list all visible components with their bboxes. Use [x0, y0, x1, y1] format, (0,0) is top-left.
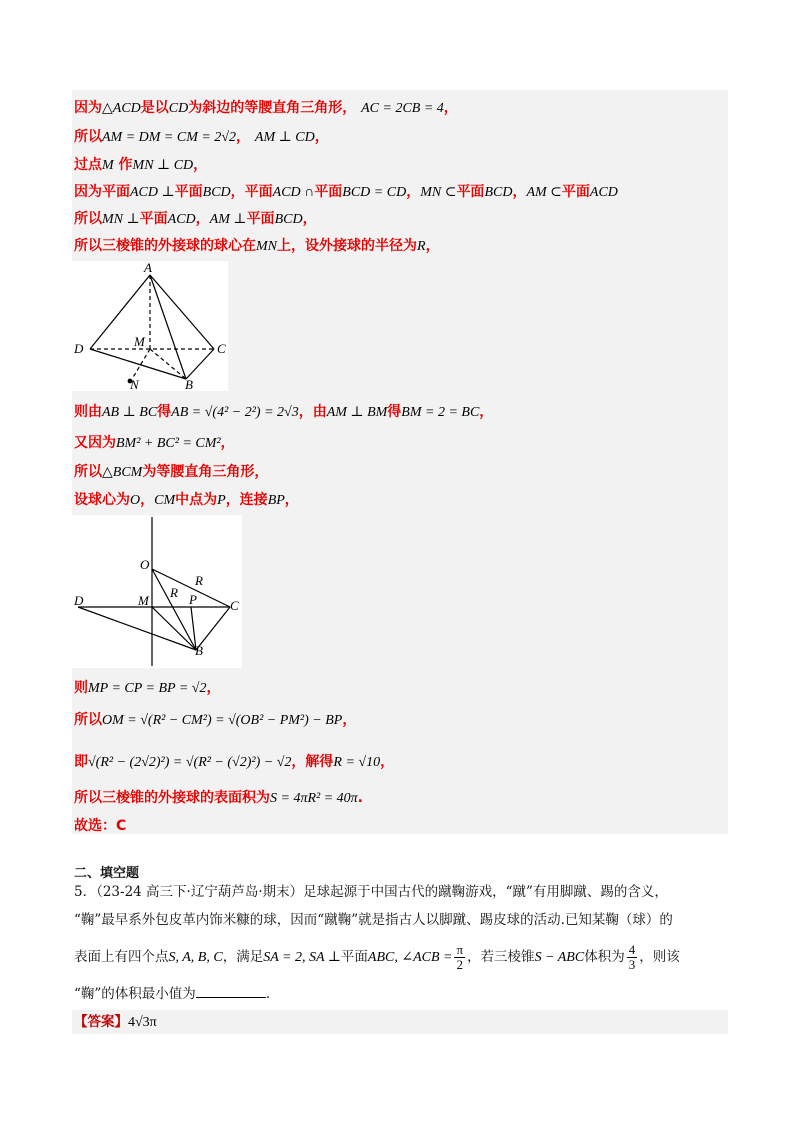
label-R-outer: R [195, 573, 203, 588]
label-D: D [74, 593, 84, 608]
solution-line-3: 过点M 作MN ⊥ CD， [74, 157, 208, 173]
label-B: B [185, 377, 193, 391]
question-line-2: “鞠”最早系外包皮革内饰米糠的球，因而“蹴鞠”就是指古人以脚蹴、踢皮球的活动.已知某鞠（球）的 [74, 912, 673, 928]
section-figure [72, 515, 242, 668]
answer-background [72, 1010, 728, 1034]
label-B: B [195, 643, 203, 658]
solution-line-8: 又因为BM² + BC² = CM²， [74, 435, 235, 451]
answer-label: 【答案】 [74, 1014, 128, 1030]
fraction-4-over-3: $\frac{4}{3}$ [628, 942, 636, 972]
solution-line-13: 即√(R² − (2√2)²) = √(R² − (√2)²) − √2，解得R = √10， [74, 754, 395, 770]
answer-blank[interactable] [196, 983, 266, 998]
label-A: A [144, 261, 152, 275]
solution-line-7: 则由AB ⊥ BC得AB = √(4² − 2²) = 2√3，由AM ⊥ BM得BM = 2 = BC， [74, 404, 494, 420]
segment-MN [132, 349, 150, 379]
solution-line-10: 设球心为O，CM中点为P，连接BP， [74, 492, 299, 508]
solution-line-4: 因为平面ACD ⊥平面BCD，平面ACD ∩平面BCD = CD，MN ⊂平面BCD，AM ⊂平面ACD [74, 184, 618, 200]
label-O: O [140, 557, 150, 572]
answer-line [74, 1012, 157, 1033]
line-DB [78, 607, 196, 650]
question-line-1: 5．（23-24 高三下·辽宁葫芦岛·期末）足球起源于中国古代的蹴鞠游戏，“蹴”有用脚蹴、踢的含义， [74, 884, 668, 900]
label-P: P [189, 592, 197, 607]
edge-CB [186, 349, 214, 379]
edge-AC [150, 275, 214, 349]
fraction-pi-over-2: $\frac{\pi}{2}$ [456, 942, 464, 972]
solution-line-9: 所以△BCM为等腰直角三角形， [74, 464, 269, 480]
edge-DB [90, 349, 186, 379]
section-heading: 二、填空题 [74, 866, 140, 881]
answer-value: 4√3π [128, 1015, 157, 1030]
pyramid-figure [72, 261, 228, 391]
solution-line-1: 因为△ACD是以CD为斜边的等腰直角三角形， AC = 2CB = 4， [74, 100, 458, 116]
question-line-3: 表面上有四个点S, A, B, C，满足SA = 2, SA ⊥平面ABC, ∠ACB = $\frac{\pi}{2}$ ，若三棱锥S − ABC体积为 $\frac{4}{3}$ ，则该 [74, 942, 680, 972]
line-OB [152, 569, 196, 650]
solution-line-15: 故选：C [74, 818, 127, 834]
solution-line-5: 所以MN ⊥平面ACD，AM ⊥平面BCD， [74, 211, 317, 227]
solution-line-2: 所以AM = DM = CM = 2√2， AM ⊥ CD， [74, 129, 329, 145]
label-C: C [230, 598, 239, 613]
solution-line-6: 所以三棱锥的外接球的球心在MN上，设外接球的半径为R， [74, 238, 440, 254]
label-M: M [138, 593, 149, 608]
label-N: N [130, 377, 139, 391]
label-R-inner: R [170, 585, 178, 600]
label-D: D [74, 341, 84, 356]
solution-line-14: 所以三棱锥的外接球的表面积为S = 4πR² = 40π. [74, 790, 363, 806]
label-C: C [217, 341, 226, 356]
solution-line-12: 所以OM = √(R² − CM²) = √(OB² − PM²) − BP， [74, 712, 357, 728]
question-line-4: “鞠”的体积最小值为 . [74, 983, 270, 1004]
line-MB [152, 607, 196, 650]
label-M: M [134, 334, 145, 349]
solution-line-11: 则MP = CP = BP = √2， [74, 680, 221, 696]
